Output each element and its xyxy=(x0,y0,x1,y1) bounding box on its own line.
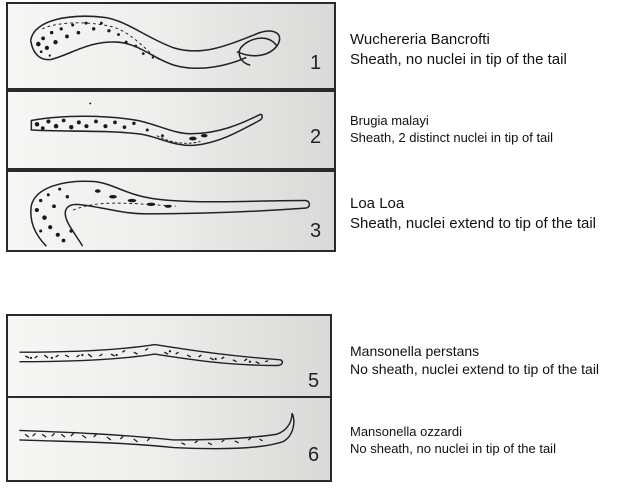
species-description: No sheath, no nuclei in tip of the tail xyxy=(350,440,556,456)
figure-number: 1 xyxy=(310,52,322,74)
species-description: No sheath, nuclei extend to tip of the tail xyxy=(350,361,600,378)
species-name: Loa Loa xyxy=(350,195,405,212)
species-description: Sheath, 2 distinct nuclei in tip of tail xyxy=(350,129,554,145)
label-mansonella-ozzardi xyxy=(350,424,556,458)
panel-mansonella-ozzardi xyxy=(6,396,332,482)
panel-wuchereria-bancrofti xyxy=(6,2,336,90)
label-wuchereria-bancrofti xyxy=(350,30,567,69)
species-description: Sheath, no nuclei in tip of the tail xyxy=(350,50,567,68)
panel-brugia-malayi xyxy=(6,90,336,170)
figure-number: 5 xyxy=(308,370,320,392)
microfilaria-brugia-drawing xyxy=(8,92,334,168)
panel-loa-loa xyxy=(6,170,336,252)
label-loa-loa xyxy=(350,194,596,233)
panel-mansonella-perstans xyxy=(6,314,332,398)
species-name: Mansonella ozzardi xyxy=(350,424,463,439)
microfilaria-wuchereria-drawing xyxy=(8,4,334,88)
figure-number: 2 xyxy=(310,126,322,148)
species-name: Wuchereria Bancrofti xyxy=(350,31,490,48)
species-name: Brugia malayi xyxy=(350,113,429,128)
species-name: Mansonella perstans xyxy=(350,343,480,359)
microfilaria-perstans-drawing xyxy=(8,316,330,396)
label-mansonella-perstans xyxy=(350,342,599,378)
figure-number: 6 xyxy=(308,444,320,466)
figure-number: 3 xyxy=(310,220,322,242)
microfilaria-ozzardi-drawing xyxy=(8,398,330,480)
label-brugia-malayi xyxy=(350,113,553,147)
species-description: Sheath, nuclei extend to tip of the tail xyxy=(350,214,596,232)
microfilaria-loa-loa-drawing xyxy=(8,172,334,250)
